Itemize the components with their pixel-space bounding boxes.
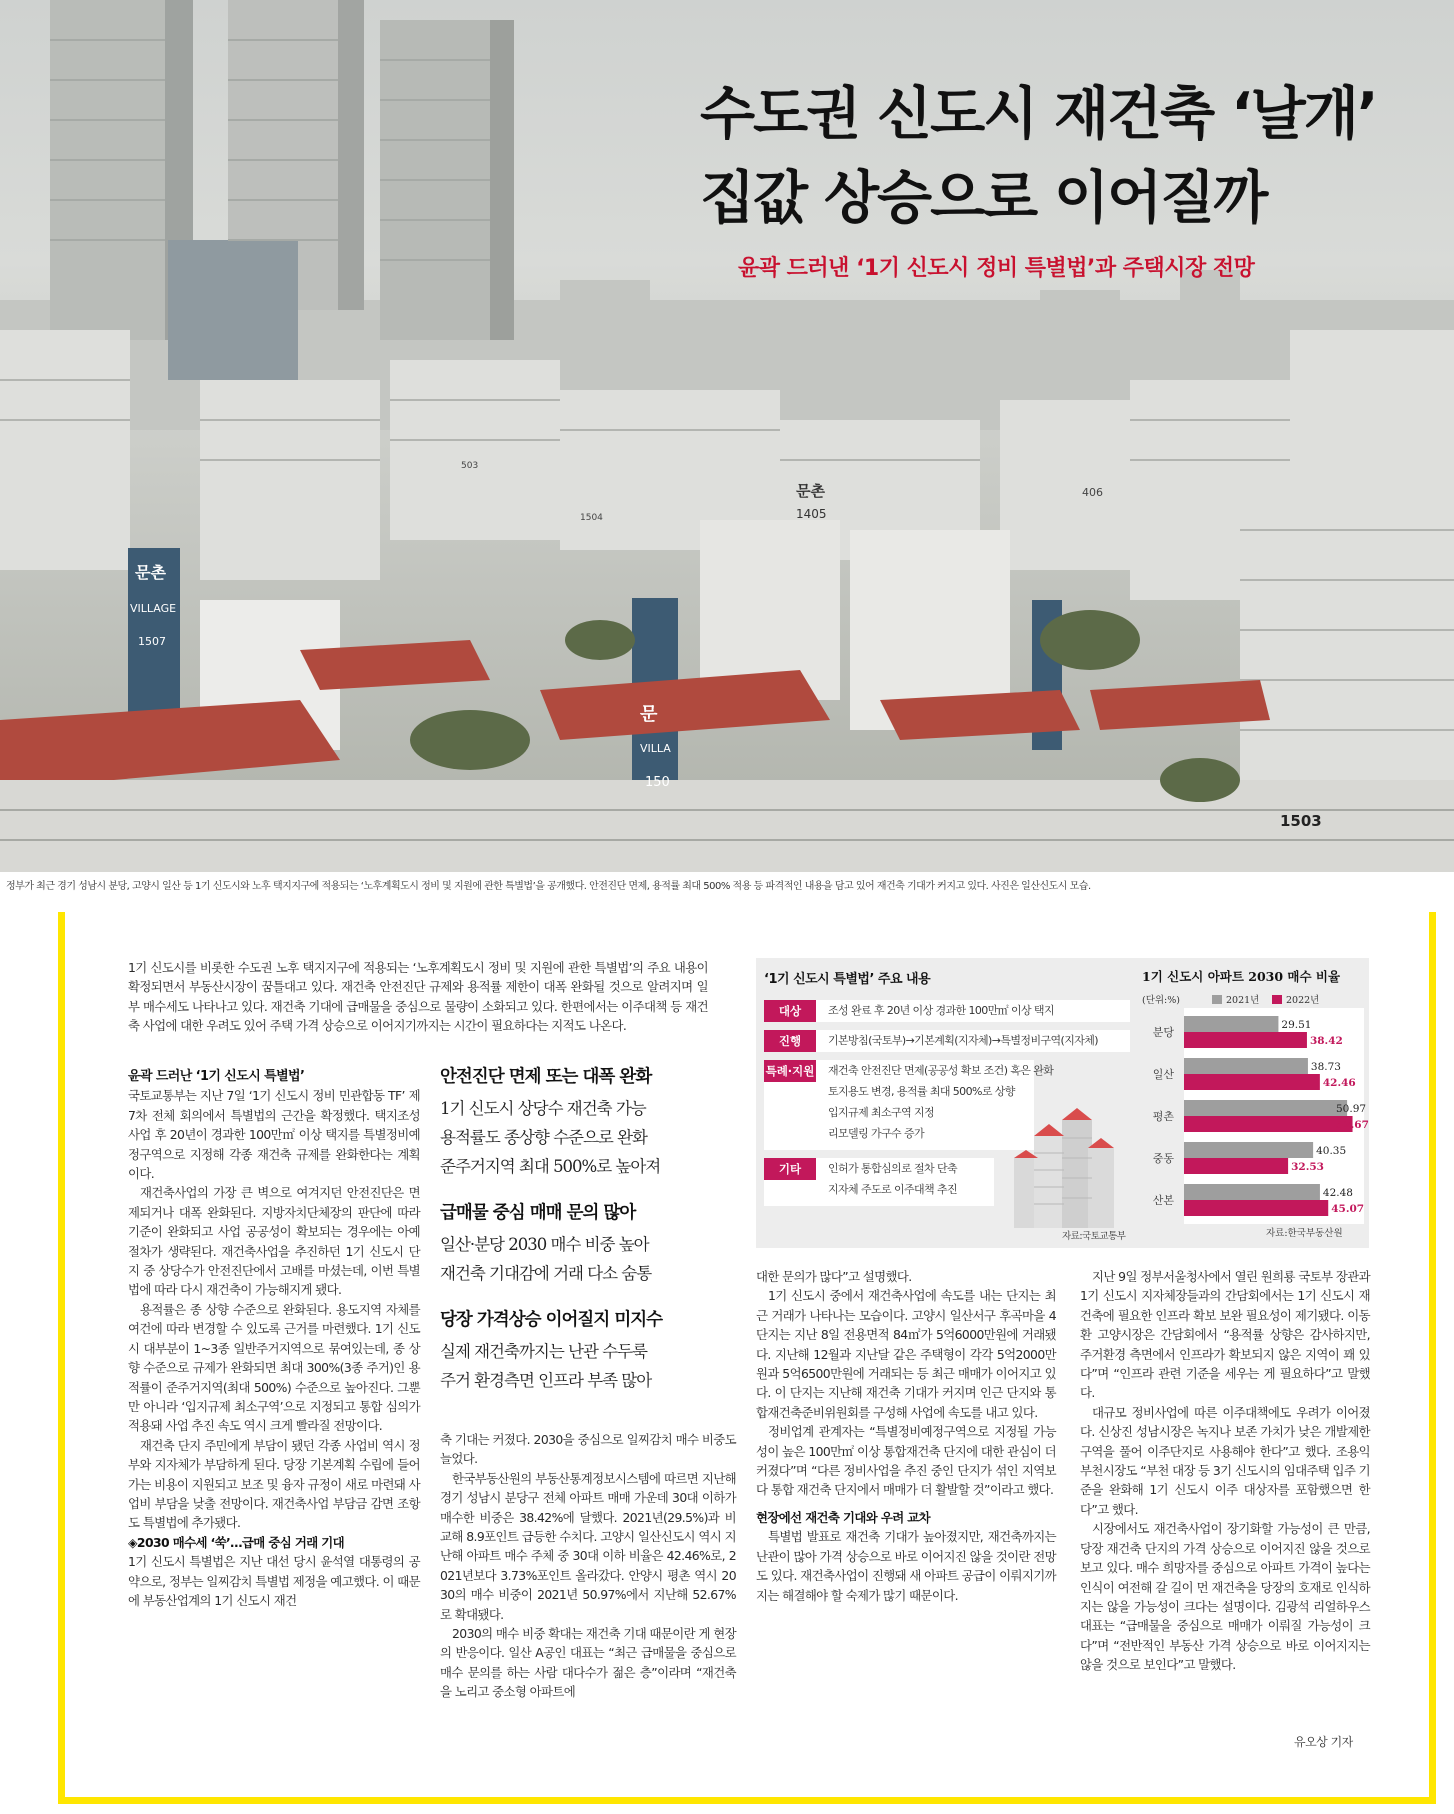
subhead-line: 1기 신도시 상당수 재건축 가능 [440, 1099, 646, 1118]
info-row [764, 1060, 1054, 1150]
info-text: 토지용도 변경, 용적률 최대 500%로 상향 [828, 1085, 1015, 1098]
sign-village-mid-en: VILLA [640, 742, 671, 755]
headline-subtitle: 윤곽 드러낸 ‘1기 신도시 정비 특별법’과 주택시장 전망 [738, 256, 1255, 281]
sign-village-mid: 문 [640, 704, 658, 725]
info-text: 조성 완료 후 20년 이상 경과한 100만㎡ 이상 택지 [828, 1004, 1054, 1017]
section-heading: 윤곽 드러난 ‘1기 신도시 특별법’ [128, 1069, 305, 1084]
subhead-line: 실제 재건축까지는 난관 수두룩 [440, 1342, 647, 1361]
legend-swatch-2022 [1272, 995, 1282, 1004]
subhead-line: 주거 환경측면 인프라 부족 많아 [440, 1371, 652, 1390]
infographic [756, 958, 1369, 1248]
section-heading: ◈2030 매수세 ‘쑥’…급매 중심 거래 기대 [128, 1534, 345, 1550]
legend-label: 2022년 [1286, 995, 1320, 1006]
chart-title: 1기 신도시 아파트 2030 매수 비율 [1142, 969, 1341, 984]
paragraph: 정비업계 관계자는 “특별정비예정구역으로 지정될 가능성이 높은 100만㎡ 이상 통합재건축 단지에 대한 관심이 더 커졌다”며 “다른 정비사업을 추진 중인 단지가 섞인 지역보다 통합 재건축 단지에서 매매가 더 활발할 것”이라고 했다. [756, 1424, 1056, 1498]
data-label-2021: 42.48 [1322, 1187, 1353, 1199]
infographic-source: 자료:국토교통부 [1062, 1231, 1126, 1242]
paragraph: 지난 9일 정부서울청사에서 열린 원희룡 국토부 장관과 1기 신도시 지자체장들과의 간담회에서는 1기 신도시 재건축에 필요한 인프라 확보 보완 필요성이 제기됐다. 이동환 고양시장은 간담회에서 “용적률 상향은 감사하지만, 주거환경 측면에서 인프라가 확보되지 않은 지역이 꽤 있다”며 “인프라 관련 기준을 세우는 게 필요하다”고 말했다. [1080, 1269, 1370, 1401]
subhead-title: 안전진단 면제 또는 대폭 완화 [440, 1067, 652, 1087]
data-label-2021: 40.35 [1316, 1145, 1347, 1157]
data-label-2022: 32.53 [1291, 1161, 1324, 1173]
category-label: 중동 [1152, 1152, 1174, 1165]
paragraph: 용적률은 종 상향 수준으로 완화된다. 용도지역 자체를 여건에 따라 변경할 수 있도록 근거를 마련했다. 1기 신도시 대부분이 1~3종 일반주거지역으로 묶여있는데, 종 상향 수준으로 규제가 완화되면 최대 300%(3종 주거)인 용적률이 준주거지역(최대 500%) 수준으로 높아진다. 그뿐만 아니라 ‘입지규제 최소구역’으로 지정되고 통합 심의가 적용돼 사업 추진 속도 역시 크게 빨라질 전망이다. [128, 1301, 420, 1434]
info-text: 리모델링 가구수 증가 [828, 1127, 925, 1140]
paragraph: 국토교통부는 지난 7일 ‘1기 신도시 정비 민관합동 TF’ 제7차 전체 회의에서 특별법의 근간을 확정했다. 택지조성사업 후 20년이 경과한 100만㎡ 이상 택지를 특별정비예정구역으로 지정해 각종 재건축 규제를 완화한다는 계획이다. [128, 1088, 420, 1182]
info-row [764, 1030, 1130, 1052]
info-label: 기타 [764, 1158, 816, 1180]
article-column-1 [128, 1067, 420, 1610]
bar-2021 [1184, 1100, 1347, 1116]
data-label-2021: 50.97 [1336, 1103, 1367, 1115]
subhead-line: 준주거지역 최대 500%로 높아져 [440, 1157, 661, 1176]
data-label-2021: 38.73 [1310, 1061, 1341, 1073]
subhead-line: 재건축 기대감에 거래 다소 숨통 [440, 1264, 652, 1283]
info-row [764, 1000, 1130, 1022]
chart-source: 자료:한국부동산원 [1266, 1228, 1343, 1239]
legend-swatch-2021 [1212, 995, 1222, 1004]
sign-village-left-en: VILLAGE [130, 602, 177, 615]
bar-2022 [1184, 1158, 1288, 1174]
bar-2022 [1184, 1200, 1328, 1216]
category-label: 산본 [1152, 1194, 1174, 1207]
building-illustration [1004, 1108, 1124, 1228]
info-text: 입지규제 최소구역 지정 [828, 1106, 935, 1119]
bar-2021 [1184, 1184, 1320, 1200]
purchase-ratio-chart [1136, 958, 1369, 1248]
article-column-4 [1080, 1267, 1370, 1675]
article-column-3 [756, 1267, 1056, 1605]
data-label-2022: 52.67 [1336, 1119, 1369, 1131]
sign-503: 503 [461, 461, 479, 471]
bar-2021 [1184, 1016, 1278, 1032]
article-column-2 [440, 1430, 736, 1702]
subhead-line: 용적률도 종상향 수준으로 완화 [440, 1128, 647, 1147]
sign-1503: 1503 [1280, 812, 1322, 830]
data-label-2022: 42.46 [1322, 1077, 1356, 1089]
bar-2022 [1184, 1074, 1320, 1090]
sign-1405: 1405 [796, 507, 827, 521]
bar-2021 [1184, 1142, 1313, 1158]
category-label: 분당 [1152, 1026, 1174, 1039]
headline-line-2: 집값 상승으로 이어질까 [700, 165, 1267, 231]
chart-unit: (단위:%) [1142, 995, 1180, 1006]
sign-village-mid-no: 150 [645, 775, 670, 790]
subhead-title: 급매물 중심 매매 문의 많아 [440, 1203, 636, 1223]
info-text: 기본방침(국토부)→기본계획(지자체)→특별정비구역(지자체) [828, 1034, 1098, 1047]
paragraph: 1기 신도시 특별법은 지난 대선 당시 윤석열 대통령의 공약으로, 정부는 일찌감치 특별법 제정을 예고했다. 이 때문에 부동산업계의 1기 신도시 재건 [128, 1554, 420, 1608]
info-row [764, 1158, 994, 1206]
sign-406: 406 [1082, 486, 1103, 499]
legend-label: 2021년 [1226, 995, 1260, 1006]
subhead-title: 당장 가격상승 이어질지 미지수 [440, 1310, 663, 1330]
headline-line-1: 수도권 신도시 재건축 ‘날개’ [700, 81, 1377, 147]
info-label: 특례·지원 [764, 1060, 816, 1082]
infographic-title: ‘1기 신도시 특별법’ 주요 내용 [764, 972, 931, 987]
paragraph: 대한 문의가 많다”고 설명했다. [756, 1269, 912, 1284]
paragraph: 대규모 정비사업에 따른 이주대책에도 우려가 이어졌다. 신상진 성남시장은 녹지나 보존 가치가 낮은 개발제한구역을 풀어 이주단지로 사용해야 한다”고 했다. 조용익 부천시장도 “부천 대장 등 3기 신도시의 임대주택 입주 기준을 완화해 1기 신도시 이주 대상자를 포함했으면 한다”고 했다. [1080, 1404, 1370, 1517]
lead-paragraph: 1기 신도시를 비롯한 수도권 노후 택지지구에 적용되는 ‘노후계획도시 정비 및 지원에 관한 특별법’의 주요 내용이 확정되면서 부동산시장이 꿈틀대고 있다. 재건축 안전진단 규제와 용적률 제한이 대폭 완화될 것으로 알려지며 일부 매수세도 나타나고 있다. 재건축 기대에 급매물을 중심으로 물량이 소화되고 있다. 한편에서는 이주대책 등 재건축 사업에 대한 우려도 있어 주택 가격 상승으로 이어지기까지는 시간이 필요하다는 지적도 나온다. [128, 960, 708, 1034]
section-heading: 현장에선 재건축 기대와 우려 교차 [756, 1509, 931, 1525]
paragraph: 2030의 매수 비중 확대는 재건축 기대 때문이란 게 현장의 반응이다. 일산 A공인 대표는 “최근 급매물을 중심으로 매수 문의를 하는 사람 대다수가 젊은 층”이라며 “재건축을 노리고 중소형 아파트에 [440, 1626, 736, 1700]
sign-1405-name: 문촌 [796, 482, 825, 500]
paragraph: 축 기대는 커졌다. 2030을 중심으로 일찌감치 매수 비중도 늘었다. [440, 1432, 736, 1467]
info-label: 진행 [764, 1030, 816, 1052]
hero-photo [0, 0, 1454, 872]
byline: 유오상 기자 [1294, 1735, 1353, 1749]
data-label-2021: 29.51 [1281, 1019, 1312, 1031]
info-text: 재건축 안전진단 면제(공공성 확보 조건) 혹은 완화 [828, 1064, 1054, 1077]
paragraph: 재건축 단지 주민에게 부담이 됐던 각종 사업비 역시 정부와 지자체가 부담하게 된다. 당장 기본계획 수립에 들어가는 비용이 지원되고 보조 및 융자 규정이 새로 마련돼 사업비 부담을 낮출 전망이다. 재건축사업 부담금 감면 조항도 특별법에 추가됐다. [128, 1437, 420, 1531]
paragraph: 1기 신도시 중에서 재건축사업에 속도를 내는 단지는 최근 거래가 나타나는 모습이다. 고양시 일산서구 후곡마을 4단지는 지난 8일 전용면적 84㎡가 5억6000만원에 거래됐다. 지난해 12월과 지난달 같은 주택형이 각각 5억2000만원과 5억6500만원에 거래되는 등 최근 매매가 이어지고 있다. 이 단지는 지난해 재건축 기대가 커지며 인근 단지와 통합재건축준비위원회를 구성해 사업에 속도를 내고 있다. [756, 1288, 1056, 1420]
sign-village-left: 문촌 [135, 563, 166, 582]
category-label: 일산 [1152, 1068, 1174, 1081]
info-text: 지자체 주도로 이주대책 추진 [828, 1183, 958, 1196]
paragraph: 한국부동산원의 부동산통계정보시스템에 따르면 지난해 경기 성남시 분당구 전체 아파트 매매 가운데 30대 이하가 매수한 비중은 38.42%에 달했다. 2021년(29.5%)과 비교해 8.9포인트 급등한 수치다. 고양시 일산신도시 역시 지난해 아파트 매수 주체 중 30대 이하 비율은 42.46%로, 2021년보다 3.73%포인트 올라갔다. 안양시 평촌 역시 2030의 매수 비중이 2021년 50.97%에서 지난해 52.67%로 확대됐다. [440, 1470, 736, 1622]
purchase-ratio-chart-panel [1136, 958, 1369, 1248]
bar-2022 [1184, 1032, 1307, 1048]
sub-headlines [440, 1063, 736, 1395]
subhead-line: 일산·분당 2030 매수 비중 높아 [440, 1235, 649, 1254]
info-text: 인허가 통합심의로 절차 단축 [828, 1162, 958, 1175]
photo-caption: 정부가 최근 경기 성남시 분당, 고양시 일산 등 1기 신도시와 노후 택지지구에 적용되는 ‘노후계획도시 정비 및 지원에 관한 특별법’을 공개했다. 안전진단 면제, 용적률 최대 500% 적용 등 파격적인 내용을 담고 있어 재건축 기대가 커지고 있다. 사진은 일산신도시 모습. [6, 881, 1091, 892]
info-label: 대상 [764, 1000, 816, 1022]
law-summary-table [764, 968, 1126, 1242]
category-label: 평촌 [1152, 1110, 1174, 1123]
data-label-2022: 38.42 [1309, 1035, 1343, 1047]
sign-1504: 1504 [580, 513, 603, 523]
paragraph: 시장에서도 재건축사업이 장기화할 가능성이 큰 만큼, 당장 재건축 단지의 가격 상승으로 이어지진 않을 것으로 보고 있다. 매수 희망자를 중심으로 아파트 가격이 높다는 인식이 여전해 갈 길이 먼 재건축을 당장의 호재로 인식하지는 않을 가능성이 크다는 설명이다. 김광석 리얼하우스 대표는 “급매물을 중심으로 매매가 이뤄질 가능성이 크다”며 “전반적인 부동산 가격 상승으로 바로 이어지지는 않을 것으로 보인다”고 말했다. [1080, 1521, 1370, 1673]
article-lead [128, 958, 708, 1036]
bar-2022 [1184, 1116, 1353, 1132]
bar-2021 [1184, 1058, 1308, 1074]
data-label-2022: 45.07 [1331, 1203, 1365, 1215]
paragraph: 특별법 발표로 재건축 기대가 높아졌지만, 재건축까지는 난관이 많아 가격 상승으로 바로 이어지진 않을 것이란 전망도 있다. 재건축사업이 진행돼 새 아파트 공급이 이뤄지기까지는 해결해야 할 숙제가 많기 때문이다. [756, 1529, 1056, 1603]
paragraph: 재건축사업의 가장 큰 벽으로 여겨지던 안전진단은 면제되거나 대폭 완화된다. 지방자치단체장의 판단에 따라 기준이 완화되고 사업 공공성이 확보되는 경우에는 아예 절차가 생략된다. 재건축사업을 추진하던 1기 신도시 단지 중 상당수가 안전진단에서 고배를 마셨는데, 이번 특별법에 따라 다시 재건축이 가능해지게 됐다. [128, 1185, 420, 1298]
sign-village-left-no: 1507 [138, 635, 166, 648]
